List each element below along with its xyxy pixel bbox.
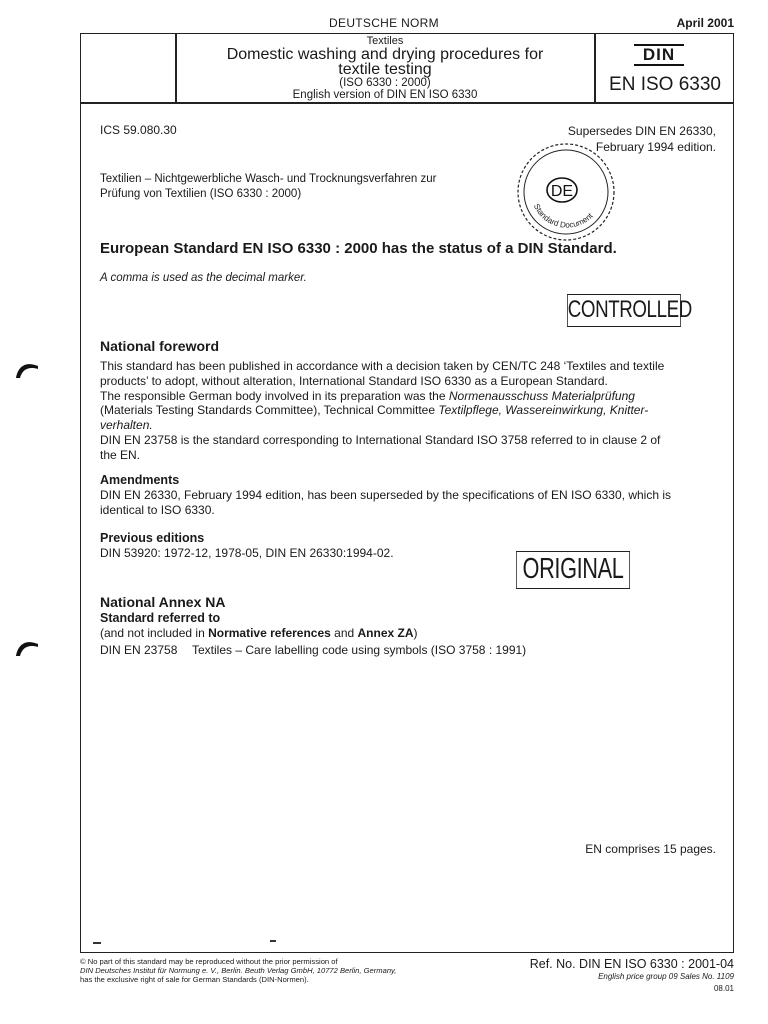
- foreword-p1-line-1: This standard has been published in accordance with a decision taken by CEN/TC 248 ‘Textiles and textile: [100, 359, 665, 373]
- reference-number: Ref. No. DIN EN ISO 6330 : 2001-04: [529, 957, 734, 971]
- copyright-line-1: © No part of this standard may be reproduced without the prior permission of: [80, 957, 338, 966]
- german-title-line-1: Textilien – Nichtgewerbliche Wasch- und Trocknungsverfahren zur: [100, 173, 437, 185]
- note-mid: and: [330, 626, 358, 640]
- foreword-p2-italic-3: verhalten.: [100, 418, 153, 433]
- amendments-line-1: DIN EN 26330, February 1994 edition, has been superseded by the specifications of EN ISO 6330, which is: [100, 488, 671, 502]
- document-title: [176, 47, 594, 77]
- note-prefix: (and not included in: [100, 626, 209, 640]
- issue-date: April 2001: [676, 16, 734, 30]
- referenced-standard-row: [100, 643, 526, 657]
- stamp-arc-text: Standard Document: [531, 202, 595, 230]
- document-title-line-2: textile testing: [338, 61, 432, 78]
- scan-mark: [270, 940, 276, 942]
- stamp-center-text: DE: [550, 183, 574, 200]
- supersedes-line-2: February 1994 edition.: [595, 140, 716, 154]
- foreword-paragraph-2: [100, 389, 720, 433]
- price-group: English price group 09 Sales No. 1109: [598, 972, 734, 981]
- standard-referred-heading: Standard referred to: [100, 611, 221, 625]
- scan-mark: [93, 942, 101, 944]
- previous-editions-text: DIN 53920: 1972-12, 1978-05, DIN EN 26330:1994-02.: [100, 546, 394, 560]
- english-version-note: English version of DIN EN ISO 6330: [292, 89, 478, 101]
- footer-code: 08.01: [713, 984, 734, 993]
- national-annex-heading: National Annex NA: [100, 594, 226, 610]
- amendments-heading: Amendments: [100, 473, 180, 487]
- punch-hole-mark: [14, 358, 40, 380]
- document-title-line-1: Domestic washing and drying procedures for: [226, 46, 544, 63]
- copyright-notice: [80, 957, 470, 985]
- title-category: Textiles: [366, 35, 404, 47]
- german-title: [100, 172, 500, 202]
- copyright-line-2: DIN Deutsches Institut für Normung e. V., Berlin. Beuth Verlag GmbH, 10772 Berlin, Germany,: [80, 966, 397, 976]
- german-title-line-2: Prüfung von Textilien (ISO 6330 : 2000): [100, 188, 302, 200]
- referenced-standard-title: Textiles – Care labelling code using symbols (ISO 3758 : 1991): [192, 643, 527, 657]
- page-count-note: EN comprises 15 pages.: [585, 842, 716, 856]
- header-divider-bottom: [80, 102, 734, 104]
- foreword-p2-italic-1: Normenausschuss Materialprüfung: [448, 388, 635, 403]
- standard-number: EN ISO 6330: [609, 74, 721, 95]
- foreword-p1-line-2: products’ to adopt, without alteration, International Standard ISO 6330 as a European Standard.: [100, 373, 608, 388]
- foreword-p2-italic-2: Textilpflege, Wassereinwirkung, Knitter-: [438, 403, 649, 418]
- ics-code: ICS 59.080.30: [100, 123, 177, 137]
- note-bold-normative: Normative references: [208, 626, 331, 640]
- foreword-p3-line-2: the EN.: [100, 447, 141, 462]
- national-foreword-body: [100, 359, 720, 463]
- amendments-line-2: identical to ISO 6330.: [100, 502, 215, 517]
- amendments-body: [100, 488, 720, 518]
- copyright-line-3: has the exclusive right of sale for German Standards (DIN-Normen).: [80, 975, 309, 985]
- document-title-block: [176, 35, 594, 101]
- foreword-paragraph-3: [100, 433, 720, 463]
- foreword-p2-line-2: (Materials Testing Standards Committee), Technical Committee: [100, 403, 439, 418]
- punch-hole-mark: [14, 636, 40, 658]
- foreword-paragraph-1: [100, 359, 720, 389]
- standard-referred-note: [100, 626, 418, 640]
- controlled-stamp: CONTROLLED: [567, 294, 681, 327]
- foreword-p3-line-1: DIN EN 23758 is the standard corresponding to International Standard ISO 3758 referred to in clause 2 of: [100, 432, 661, 447]
- de-circular-stamp: [514, 140, 618, 244]
- original-stamp: ORIGINAL: [516, 551, 630, 589]
- foreword-p2-line-1: The responsible German body involved in its preparation was the: [100, 388, 449, 403]
- referenced-standard-code: DIN EN 23758: [100, 643, 178, 657]
- iso-reference: (ISO 6330 : 2000): [339, 77, 431, 89]
- din-logo: DIN: [634, 44, 684, 66]
- decimal-marker-note: A comma is used as the decimal marker.: [100, 272, 307, 284]
- previous-editions-heading: Previous editions: [100, 531, 205, 545]
- note-suffix: ): [413, 626, 418, 640]
- supersedes-line-1: Supersedes DIN EN 26330,: [567, 124, 716, 138]
- status-statement: European Standard EN ISO 6330 : 2000 has the status of a DIN Standard.: [100, 240, 617, 257]
- national-foreword-heading: National foreword: [100, 338, 220, 354]
- norm-label: DEUTSCHE NORM: [329, 16, 439, 30]
- note-bold-annex: Annex ZA: [357, 626, 414, 640]
